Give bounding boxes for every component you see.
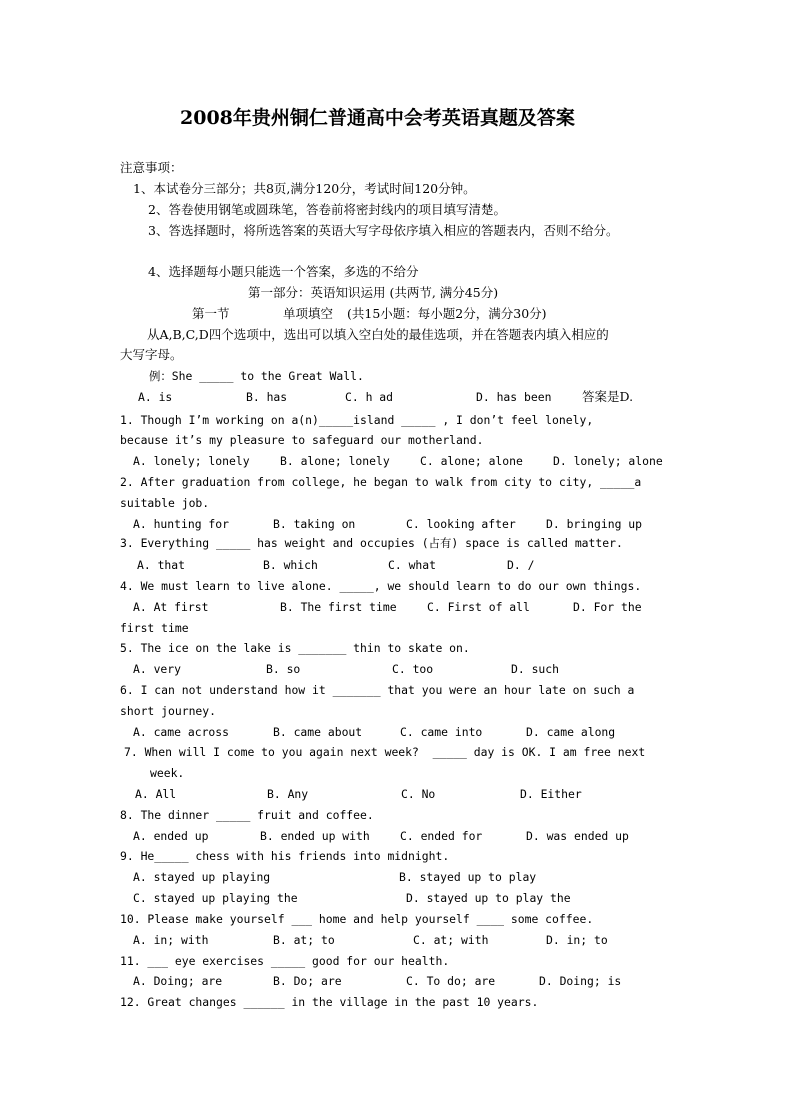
notice-item: 2、答卷使用钢笔或圆珠笔，答卷前将密封线内的项目填写清楚。 [148,202,506,217]
question-option: D. in; to [546,933,608,947]
question-option: B. so [266,662,301,676]
question-option: D. For the [573,600,642,614]
question-option: C. at; with [413,933,489,947]
question-option: A. stayed up playing [133,870,271,884]
page-title: 2008年贵州铜仁普通高中会考英语真题及答案 [180,107,575,129]
example-answer: 答案是D. [582,389,634,404]
question-option: A. in; with [133,933,209,947]
example-option: B. has [246,390,288,404]
question-stem: 7. When will I come to you again next week? _____ day is OK. I am free next [124,745,646,759]
question-option: B. alone; lonely [280,454,390,468]
notice-item: 1、本试卷分三部分；共8页,满分120分，考试时间120分钟。 [133,181,476,196]
question-option: D. such [511,662,560,676]
question-stem: 2. After graduation from college, he began to walk from city to city, _____a [120,475,642,489]
question-option: D. bringing up [546,517,643,531]
question-option: A. Doing; are [133,974,223,988]
question-option: A. came across [133,725,230,739]
question-option: B. came about [273,725,363,739]
question-option: A. At first [133,600,209,614]
question-stem: 11. ___ eye exercises _____ good for our health. [120,954,450,968]
question-option: B. Do; are [273,974,342,988]
question-stem: 3. Everything _____ has weight and occupies (占有) space is called matter. [120,536,623,550]
question-stem: suitable job. [120,496,210,510]
example-option: C. h ad [345,390,394,404]
question-stem: 12. Great changes ______ in the village in the past 10 years. [120,995,539,1009]
question-option: A. hunting for [133,517,230,531]
notice-heading: 注意事项： [120,160,183,175]
question-option: A. All [135,787,177,801]
question-stem: 4. We must learn to live alone. _____, we should learn to do our own things. [120,579,642,593]
question-stem: 9. He_____ chess with his friends into midnight. [120,849,450,863]
question-option: A. lonely; lonely [133,454,250,468]
question-option: B. stayed up to play [399,870,537,884]
example-option: D. has been [476,390,552,404]
question-stem: 5. The ice on the lake is _______ thin to skate on. [120,641,470,655]
question-option: A. ended up [133,829,209,843]
question-option: C. ended for [400,829,483,843]
example-option: A. is [138,390,173,404]
question-option: A. very [133,662,182,676]
question-option: C. looking after [406,517,516,531]
question-option: B. ended up with [260,829,370,843]
notice-item: 3、答选择题时，将所选答案的英语大写字母依序填入相应的答题表内，否则不给分。 [148,223,619,238]
section-info: (共15小题：每小题2分，满分30分) [347,306,547,321]
question-option: A. that [137,558,186,572]
question-option: C. First of all [427,600,530,614]
instruction: 从A,B,C,D四个选项中，选出可以填入空白处的最佳选项，并在答题表内填入相应的 [147,327,609,342]
example-stem: 例：She _____ to the Great Wall. [149,369,364,383]
question-stem: 1. Though I’m working on a(n)_____island _____ , I don’t feel lonely, [120,413,594,427]
question-option: C. No [401,787,436,801]
question-option: B. The first time [280,600,397,614]
question-stem: short journey. [120,704,217,718]
part-heading: 第一部分：英语知识运用 (共两节, 满分45分) [248,285,499,300]
question-stem: 6. I can not understand how it _______ that you were an hour late on such a [120,683,635,697]
notice-item: 4、选择题每小题只能选一个答案，多选的不给分 [148,264,419,279]
question-option: D. lonely; alone [553,454,663,468]
question-option: D. Doing; is [539,974,622,988]
question-option: D. / [507,558,535,572]
question-option: C. To do; are [406,974,496,988]
question-option: C. came into [400,725,483,739]
question-stem: week. [150,766,185,780]
question-option: B. taking on [273,517,356,531]
question-option: C. alone; alone [420,454,523,468]
question-stem: because it’s my pleasure to safeguard our motherland. [120,433,484,447]
question-option: B. which [263,558,318,572]
question-option: C. stayed up playing the [133,891,298,905]
question-option: D. was ended up [526,829,629,843]
question-option: B. at; to [273,933,335,947]
question-stem: 10. Please make yourself ___ home and help yourself ____ some coffee. [120,912,594,926]
question-option-continued: first time [120,621,189,635]
question-option: C. too [392,662,434,676]
question-option: B. Any [267,787,309,801]
instruction: 大写字母。 [120,347,183,362]
section-label: 第一节 [192,306,230,321]
question-stem: 8. The dinner _____ fruit and coffee. [120,808,374,822]
section-name: 单项填空 [283,306,334,321]
question-option: D. came along [526,725,616,739]
question-option: C. what [388,558,437,572]
question-option: D. Either [520,787,582,801]
question-option: D. stayed up to play the [406,891,571,905]
